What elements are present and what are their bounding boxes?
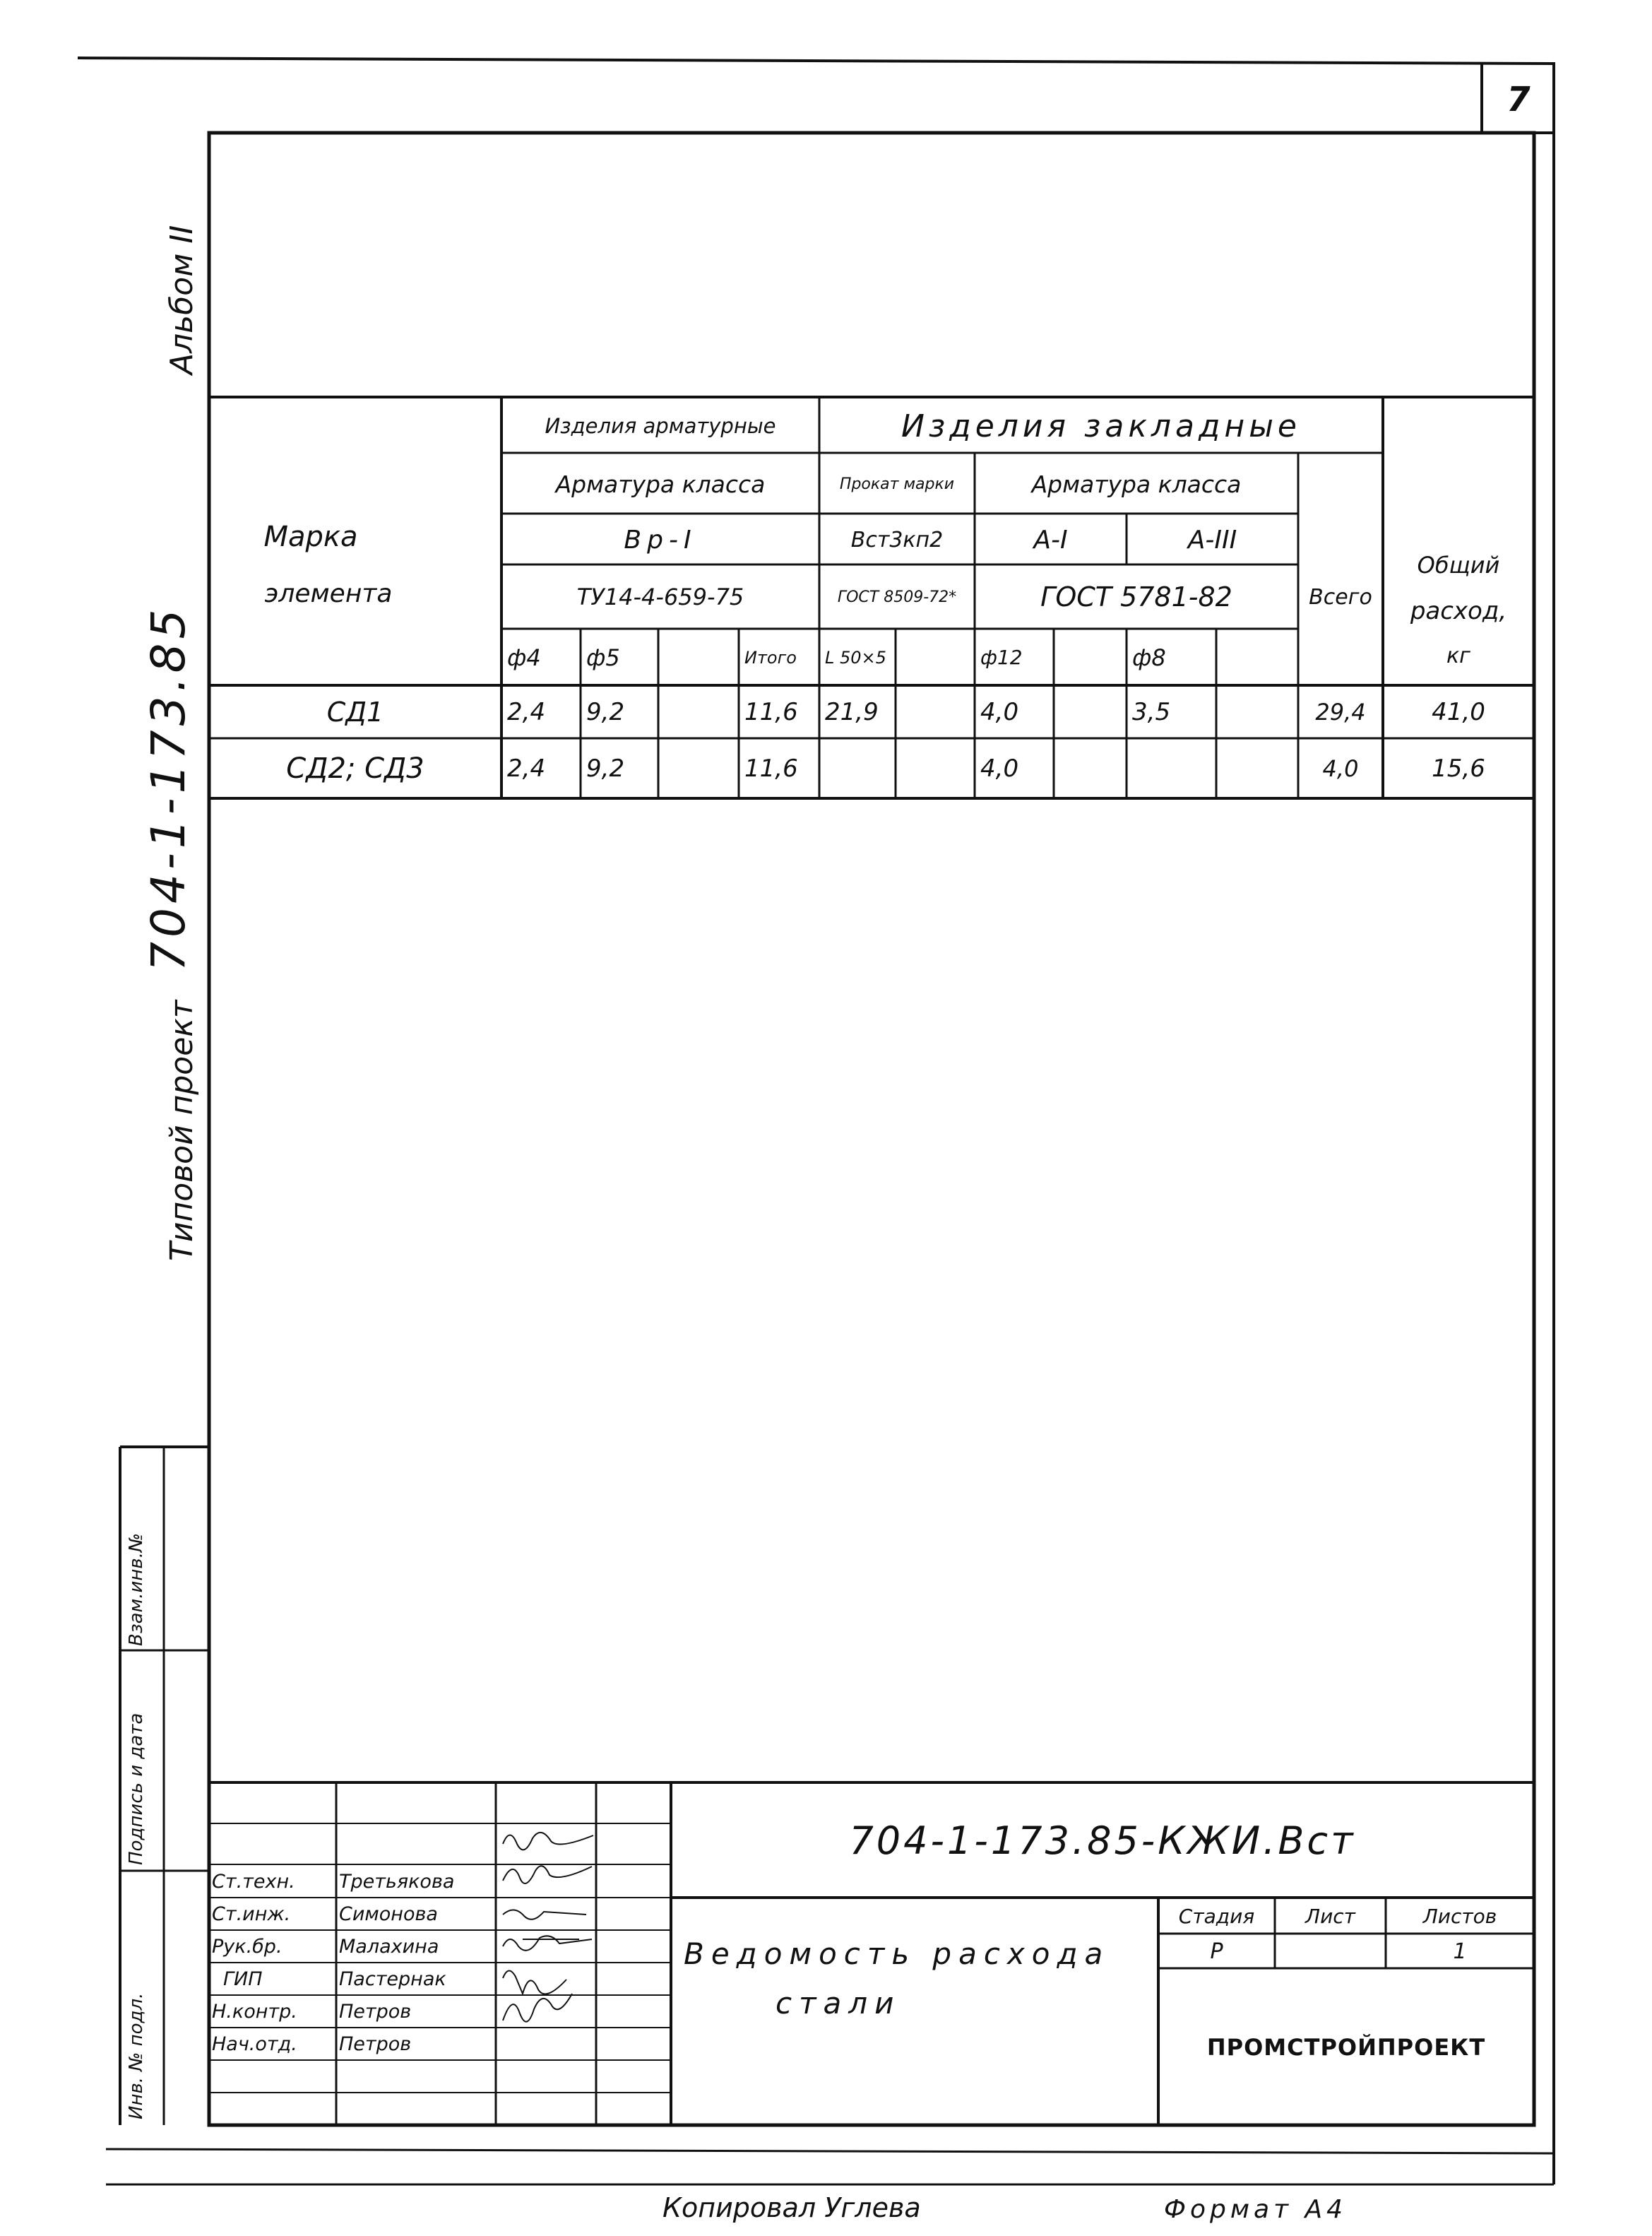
header-obsh-2: расход, [1410, 597, 1507, 625]
row-vsego: 4,0 [1322, 755, 1359, 782]
header-marka-1: Марка [263, 521, 358, 553]
row-total: 41,0 [1432, 698, 1485, 726]
row-d5: 9,2 [586, 698, 625, 726]
person-role: ГИП [223, 1968, 263, 1990]
header-prokat-marki: Прокат марки [839, 475, 955, 493]
copied-by: Копировал Углева [662, 2192, 921, 2223]
header-gost8509: ГОСТ 8509-72* [837, 588, 957, 606]
header-obsh-1: Общий [1417, 552, 1500, 579]
row-d12: 4,0 [980, 755, 1019, 783]
header-vsego: Всего [1309, 584, 1372, 610]
header-izdelia-zakl: Изделия закладные [901, 408, 1301, 444]
doc-code: 704-1-173.85-КЖИ.Вст [849, 1818, 1356, 1863]
header-d8: ф8 [1132, 644, 1166, 671]
row-d5: 9,2 [586, 755, 625, 783]
header-vr1: Вр-I [624, 525, 697, 555]
project-code-label: 704-1-173.85 [141, 605, 196, 971]
person-name: Петров [339, 2001, 412, 2023]
stamp-vzam: Взам.инв.№ [126, 1533, 147, 1646]
header-obsh-3: кг [1446, 643, 1470, 668]
header-vst3: Вст3кп2 [850, 527, 944, 552]
sheet-title-line-1: Ведомость расхода [684, 1936, 1110, 1971]
stamp-inv-podl: Инв. № подл. [126, 1992, 147, 2119]
person-role: Рук.бр. [212, 1936, 283, 1958]
person-name: Пастернак [339, 1968, 446, 1990]
stamp-podpis: Подпись и дата [126, 1713, 147, 1865]
row-d4: 2,4 [507, 698, 546, 726]
header-marka-2: элемента [264, 579, 393, 608]
stadia-value: Р [1210, 1939, 1223, 1964]
header-izdelia-arm: Изделия арматурные [545, 414, 776, 438]
header-angle: L 50×5 [825, 647, 886, 668]
header-ty: ТУ14-4-659-75 [576, 584, 744, 610]
person-name: Симонова [339, 1903, 438, 1925]
row-d8 [1127, 740, 1217, 798]
row-vsego: 29,4 [1315, 699, 1366, 726]
row-d12: 4,0 [980, 698, 1019, 726]
row-d4: 2,4 [507, 755, 546, 783]
person-name: Третьякова [339, 1870, 455, 1893]
header-d5: ф5 [586, 644, 620, 671]
sheet-title-line-2: стали [776, 1985, 901, 2021]
person-role: Н.контр. [212, 2001, 297, 2023]
paper-format: Формат А4 [1164, 2195, 1348, 2224]
list-label: Лист [1305, 1904, 1355, 1928]
row-angle: 21,9 [825, 698, 879, 726]
header-d4: ф4 [507, 644, 541, 671]
header-arm-klassa-1: Арматура класса [555, 470, 766, 498]
listov-value: 1 [1453, 1939, 1467, 1964]
person-role: Ст.инж. [212, 1903, 291, 1925]
stadia-label: Стадия [1178, 1904, 1255, 1928]
row-itogo: 11,6 [744, 755, 798, 783]
header-arm-klassa-2: Арматура класса [1031, 470, 1242, 498]
row-d8: 3,5 [1132, 698, 1171, 726]
row-mark: СД1 [326, 697, 384, 728]
header-a1: А-I [1033, 525, 1068, 555]
sheet-number: 7 [1507, 80, 1531, 119]
row-angle [819, 740, 896, 798]
row-total: 15,6 [1432, 755, 1485, 783]
person-name: Малахина [339, 1936, 439, 1958]
project-type-label: Типовой проект [164, 1000, 200, 1261]
organization-name: ПРОМСТРОЙПРОЕКТ [1206, 2034, 1486, 2061]
row-mark: СД2; СД3 [286, 752, 424, 785]
person-name: Петров [339, 2033, 412, 2055]
listov-label: Листов [1422, 1904, 1497, 1928]
row-itogo: 11,6 [744, 698, 798, 726]
header-itogo: Итого [744, 647, 797, 668]
header-a3: А-III [1187, 525, 1237, 555]
album-label: Альбом II [164, 225, 200, 374]
header-d12: ф12 [980, 646, 1023, 669]
header-gost5781: ГОСТ 5781-82 [1040, 581, 1232, 613]
person-role: Ст.техн. [212, 1870, 295, 1893]
person-role: Нач.отд. [212, 2033, 297, 2055]
